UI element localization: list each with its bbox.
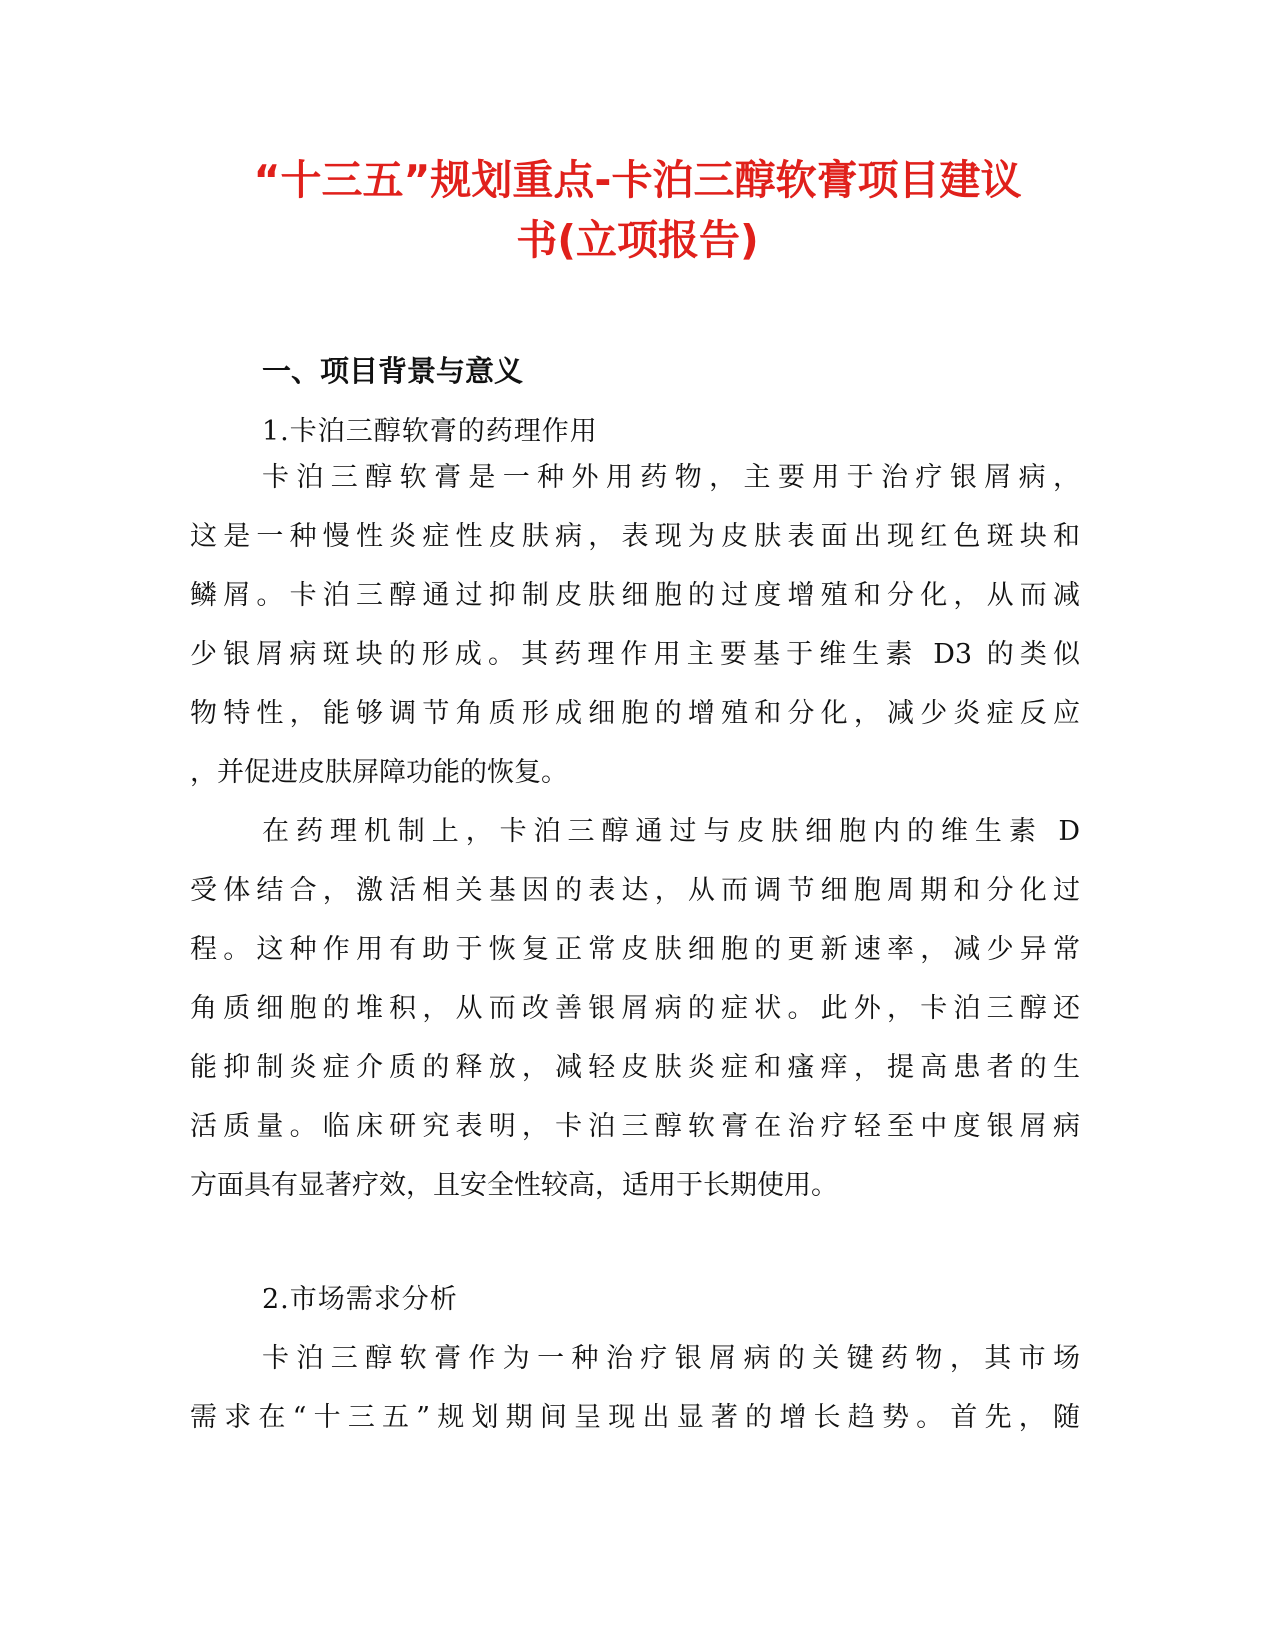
paragraph-2-line-7: 方面具有显著疗效，且安全性较高，适用于长期使用。 — [190, 1170, 838, 1201]
paragraph-3-line-2: 需求在“十三五”规划期间呈现出显著的增长趋势。首先，随 — [190, 1402, 1080, 1433]
paragraph-2-line-6: 活质量。临床研究表明，卡泊三醇软膏在治疗轻至中度银屑病 — [190, 1111, 1080, 1142]
paragraph-2-line-3: 程。这种作用有助于恢复正常皮肤细胞的更新速率，减少异常 — [190, 934, 1080, 965]
paragraph-2-line-5: 能抑制炎症介质的释放，减轻皮肤炎症和瘙痒，提高患者的生 — [190, 1052, 1080, 1083]
subsection-2-title: 2.市场需求分析 — [262, 1284, 458, 1315]
document-title-line-2: 书(立项报告) — [516, 216, 759, 264]
paragraph-1-line-6: ，并促进皮肤屏障功能的恢复。 — [190, 757, 568, 788]
paragraph-3-line-1: 卡泊三醇软膏作为一种治疗银屑病的关键药物，其市场 — [262, 1343, 1080, 1374]
paragraph-1-line-4: 少银屑病斑块的形成。其药理作用主要基于维生素 D3 的类似 — [190, 639, 1080, 670]
paragraph-2-line-1: 在药理机制上，卡泊三醇通过与皮肤细胞内的维生素 D — [262, 816, 1080, 847]
paragraph-1-line-5: 物特性，能够调节角质形成细胞的增殖和分化，减少炎症反应 — [190, 698, 1080, 729]
section-heading: 一、项目背景与意义 — [262, 354, 524, 388]
paragraph-1-line-3: 鳞屑。卡泊三醇通过抑制皮肤细胞的过度增殖和分化，从而减 — [190, 580, 1080, 611]
subsection-1-title: 1.卡泊三醇软膏的药理作用 — [262, 416, 598, 447]
paragraph-1-line-2: 这是一种慢性炎症性皮肤病，表现为皮肤表面出现红色斑块和 — [190, 521, 1080, 552]
document-title-line-1: “十三五”规划重点-卡泊三醇软膏项目建议 — [253, 156, 1022, 204]
paragraph-2-line-2: 受体结合，激活相关基因的表达，从而调节细胞周期和分化过 — [190, 875, 1080, 906]
paragraph-1-line-1: 卡泊三醇软膏是一种外用药物，主要用于治疗银屑病， — [262, 462, 1080, 493]
paragraph-2-line-4: 角质细胞的堆积，从而改善银屑病的症状。此外，卡泊三醇还 — [190, 993, 1080, 1024]
